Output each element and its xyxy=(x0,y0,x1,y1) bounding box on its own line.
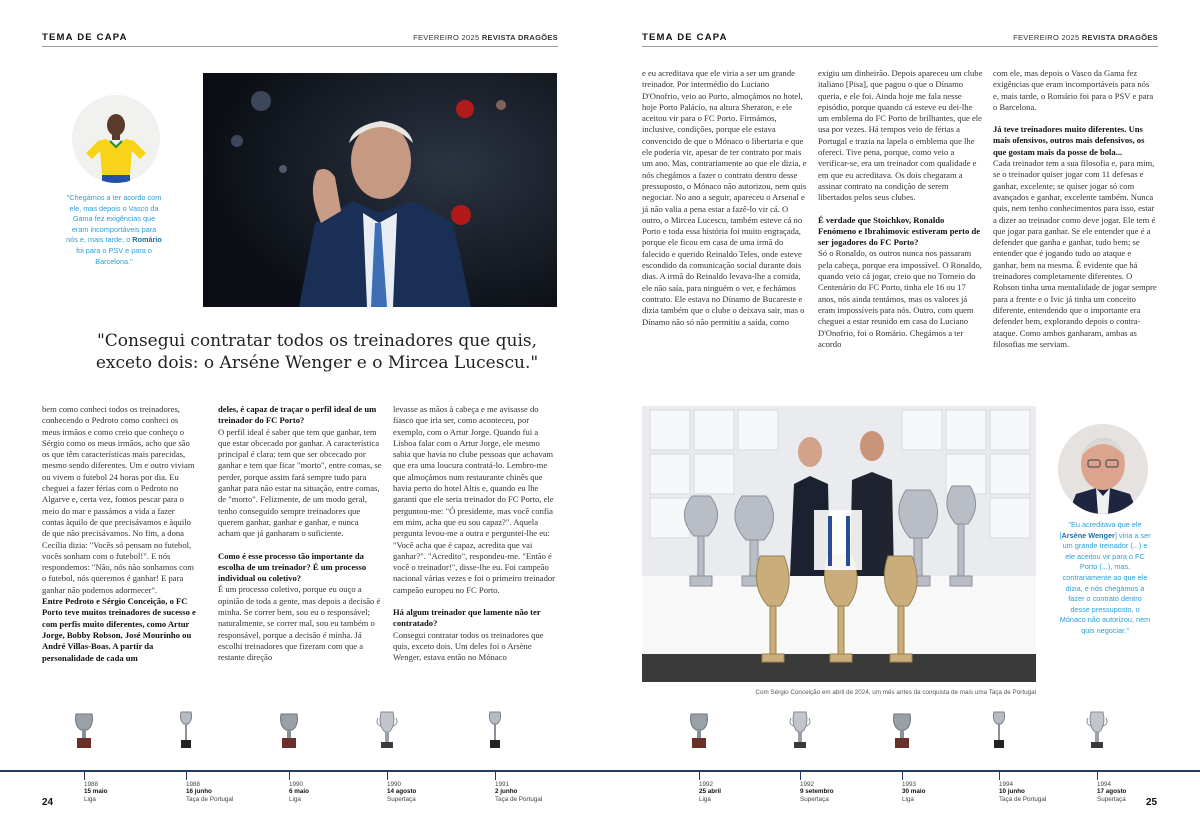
timeline-competition: Taça de Portugal xyxy=(999,795,1047,803)
trophy-icon xyxy=(484,710,506,755)
timeline-tick xyxy=(800,772,801,780)
timeline-entry xyxy=(186,781,233,803)
timeline-entry xyxy=(699,781,721,803)
page-number-right: 25 xyxy=(1146,797,1158,808)
trophy-icon xyxy=(376,710,398,755)
timeline-year: 1988 xyxy=(186,781,201,788)
timeline-entry xyxy=(902,781,925,803)
left-column-3: levasse as mãos à cabeça e me avisasse do fiasco que iria ser, como aconteceu, por exemplo, com o Artur Jorge. Quando fui a Lisboa falar com o Artur Jorge, ele mesmo sabia que havia no clube pessoas que achavam que era uma loucura contratá-lo. Lembro-me que almoçámos num restaurante chinês que havia perto do hotel Altis e, quando eu lhe garanti que ele seria treinador do FC Porto, ele perguntou-me: "Ó presidente, mas você confia em mim, acha que eu sou capaz?". Aquela pergunta levou-me a outra e perguntei-lhe eu: "Você acha que é capaz, acredita que vai ganhar?". "Acredito", respondeu-me. "Então é você o treinador!", disse-lhe eu. Foi campeão nacional várias vezes e foi o primeiro treinador campeão europeu no FC Porto. Há algum treinador que lamente não ter contratado? Consegui contratar todos os treinadores que quis, exceto dois. Um deles foi o Arsène Wenger, estava então no Mónaco xyxy=(393,404,556,663)
timeline-entry xyxy=(1097,781,1126,803)
left-column-1: bem como conheci todos os treinadores, conhecendo o Pedroto como conheci os meus irmãos e como creio que conheço o Sérgio como os meus irmãos, acho que são os que têm características mais parecidas, mesmo sendo diferentes. Um e outro viviam ou vivem o futebol 24 horas por dia. Eu cheguei a fazer férias com o Pedroto no Algarve e, certa vez, fomos pescar para o meio do mar e passámos a vida a fazer contas àquilo de que precisávamos e àquilo de que não precisávamos. No fim, a dona Cecília dizia: "Vocês só pensam no futebol, vocês sonham com o futebol!". E nós respondemos: "Não, nós não sonhamos com o futebol, nós queremos é ganhar! E para ganhar não podemos adormecer". Entre Pedroto e Sérgio Conceição, o FC Porto teve muitos treinadores de sucesso e com perfis muito diferentes, como Artur Jorge, Bobby Robson, José Mourinho ou André Villas-Boas. A partir da personalidade de cada um xyxy=(42,404,196,663)
timeline-entry xyxy=(84,781,107,803)
wenger-quote: "Eu acreditava que ele [Arsène Wenger] viria a ser um grande treinador (...) e ele aceitou vir para o FC Porto (...), mas, contrariamente ao que ele dizia, e nós chegámos a fazer o contrato dentro desse pressuposto, o Mónaco não autorizou, nem quis negociar." xyxy=(1059,520,1151,635)
trophies-photo xyxy=(642,406,1036,682)
timeline-year: 1988 xyxy=(84,781,99,788)
timeline-entry xyxy=(289,781,309,803)
timeline-year: 1994 xyxy=(1097,781,1112,788)
timeline-entry xyxy=(495,781,542,803)
right-column-3: com ele, mas depois o Vasco da Gama fez exigências que eram incomportáveis para nós e, mais tarde, o Romário foi para o PSV e para o Barcelona. Já teve treinadores muito diferentes. Uns mais ofensivos, outros mais defensivos, os que gostam mais da posse de bola... Cada treinador tem a sua filosofia e, para mim, se o treinador quiser jogar com 11 defesas e ganhar, excelente; se quiser jogar só com avançados e ganhar, excelente também. Nunca quis, nem tenho conhecimentos para isso, estar a dizer ao treinador como deve jogar. Ele tem é que jogar para ganhar. Se ele entender que é a defender que ganha e ganhar, tudo bem; se entender que é jogando tudo ao ataque e ganhar, bem na mesma. É evidente que há treinadores completamente diferentes. O Robson tinha uma mentalidade de jogar sempre para a frente e o Ivic já tinha um conceito diferente, entendendo que o importante era defender bem, explorando depois o contra-ataque. Como ambos ganharam, ambas as filosofias me serviam. xyxy=(993,68,1157,349)
timeline-tick xyxy=(902,772,903,780)
timeline-tick xyxy=(289,772,290,780)
page-number-left: 24 xyxy=(42,797,54,808)
timeline-entry xyxy=(387,781,416,803)
trophy-icon xyxy=(789,710,811,755)
timeline-tick xyxy=(84,772,85,780)
right-page-header xyxy=(642,32,1158,46)
left-page-header xyxy=(42,32,558,46)
right-column-1: e eu acreditava que ele viria a ser um grande treinador. Por intermédio do Luciano D'Onofrio, veio ao Porto, almoçámos no hotel, hoje Porto Palácio, na altura Sheraton, e ele aceitou vir para o FC Porto. Firmámos, inclusive, condições, porque ele estava convencido de que o Mónaco o libertaria e que ele poderia vir, apesar de ter contrato por mais um ano. Mas, contrariamente ao que ele dizia, e nós chegámos a fazer o contrato dentro desse pressuposto, o Mónaco não autorizou, nem quis negociar. No ano a seguir, apareceu o Arsenal e já não valia a pena estar a fazê-lo vir cá. O outro, o Mircea Lucescu, também esteve cá no Porto e toda essa história foi muito engraçada, porque ele ficou em casa de uma irmã do falecido e querido Reinaldo Teles, onde esteve escondido da comunicação social durante dois dias. A irmã do Reinaldo levava-lhe a comida, ele não saía, para ninguém o ver, e fechámos contrato. Ele estava no Dínamo de Bucareste e dizia também que o clube o deixava sair, mas o Dínamo não só não permitiu a saída, como xyxy=(642,68,807,327)
timeline-competition: Supertaça xyxy=(387,795,416,803)
timeline-tick xyxy=(387,772,388,780)
left-column-2: deles, é capaz de traçar o perfil ideal de um treinador do FC Porto? O perfil ideal é saber que tem que ganhar, tem que estar obcecado por ganhar. A característica principal é clara: tem que ser obcecado por ganhar e tem que ficar "morto", entre comas, se perder, porque assim fará sempre tudo para ganhar para não estar na situação, entre comas, de "morto". Felizmente, de um modo geral, tenho conseguido sempre treinadores que querem ganhar, ganhar e ganhar, e nunca acham que já ganharam o suficiente. Como é esse processo tão importante da escolha de um treinador? É um processo individual ou coletivo? É um processo coletivo, porque eu ouço a opinião de toda a gente, mas depois a decisão é minha. Se correr bem, sou eu o responsável; naturalmente, se correr mal, sou eu também o responsável, porque a decisão é minha. Já escolhi treinadores que fizeram com que a restante direção xyxy=(218,404,382,663)
timeline-year: 1994 xyxy=(999,781,1014,788)
timeline-date: 17 agosto xyxy=(1097,788,1127,796)
section-title: TEMA DE CAPA xyxy=(642,32,728,43)
timeline-year: 1991 xyxy=(495,781,510,788)
timeline-tick xyxy=(495,772,496,780)
timeline-year: 1992 xyxy=(699,781,714,788)
timeline-competition: Taça de Portugal xyxy=(495,795,543,803)
timeline-date: 9 setembro xyxy=(800,788,834,796)
timeline-tick xyxy=(699,772,700,780)
romario-photo xyxy=(72,95,160,183)
trophy-icon xyxy=(891,710,913,755)
trophy-icon xyxy=(688,710,710,755)
pinto-da-costa-photo xyxy=(203,73,557,307)
timeline-competition: Liga xyxy=(699,795,711,803)
timeline-tick xyxy=(1097,772,1098,780)
trophy-icon xyxy=(278,710,300,755)
trophy-icon xyxy=(988,710,1010,755)
timeline-competition: Supertaça xyxy=(800,795,829,803)
photo-caption: Com Sérgio Conceição em abril de 2024, um mês antes da conquista de mais uma Taça de Portugal xyxy=(755,689,1036,696)
romario-quote: "Chegámos a ter acordo com ele, mas depois o Vasco da Gama fez exigências que eram incomportáveis para nós e, mais tarde, o Romário foi para o PSV e para o Barcelona." xyxy=(66,193,162,266)
issue-label: FEVEREIRO 2025 REVISTA DRAGÕES xyxy=(413,33,558,42)
timeline-date: 6 maio xyxy=(289,788,309,796)
timeline-entry xyxy=(800,781,834,803)
timeline-date: 16 junho xyxy=(186,788,212,796)
pull-quote: "Consegui contratar todos os treinadores que quis, exceto dois: o Arséne Wenger e o Mircea Lucescu." xyxy=(95,331,539,373)
trophy-timeline xyxy=(0,770,1200,772)
trophy-icon xyxy=(1086,710,1108,755)
trophy-icon xyxy=(175,710,197,755)
timeline-competition: Liga xyxy=(289,795,301,803)
timeline-competition: Liga xyxy=(84,795,96,803)
timeline-year: 1990 xyxy=(289,781,304,788)
timeline-competition: Supertaça xyxy=(1097,795,1126,803)
timeline-competition: Liga xyxy=(902,795,914,803)
timeline-date: 30 maio xyxy=(902,788,926,796)
timeline-year: 1993 xyxy=(902,781,917,788)
timeline-date: 10 junho xyxy=(999,788,1025,796)
timeline-date: 25 abril xyxy=(699,788,722,796)
timeline-tick xyxy=(999,772,1000,780)
timeline-tick xyxy=(186,772,187,780)
timeline-competition: Taça de Portugal xyxy=(186,795,234,803)
wenger-photo xyxy=(1058,424,1148,514)
right-column-2: exigiu um dinheirão. Depois apareceu um clube italiano [Pisa], que pagou o que o Dínamo queria, e ele foi. Ainda hoje me fala nesse episódio, porque quando cá esteve eu dei-lhe um emblema do FC Porto de brilhantes, que ele usa por vezes. Há tempos veio de férias a Portugal e trazia na lapela o emblema que lhe ofereci. Tive pena, porque, como veio a verificar-se, era um treinador com qualidade e em que eu acreditava. Os dois chegaram a assinar contrato na condição de serem libertados pelos seus clubes. É verdade que Stoichkov, Ronaldo Fenómeno e Ibrahimovic estiveram perto de ser jogadores do FC Porto? Só o Ronaldo, os outros nunca nos passaram pela cabeça, porque era impossível. O Ronaldo, quando veio cá jogar, creio que no Torneio do Centenário do FC Porto, tinha ele 16 ou 17 anos, nós ainda tentámos, mas os valores já eram impossíveis para nós. Outro, com quem cheguei a estar reunido em casa do Luciano D'Onofrio, foi o Romário. Chegámos a ter acordo xyxy=(818,68,983,349)
timeline-year: 1992 xyxy=(800,781,815,788)
issue-label: FEVEREIRO 2025 REVISTA DRAGÕES xyxy=(1013,33,1158,42)
trophy-icon xyxy=(73,710,95,755)
section-title: TEMA DE CAPA xyxy=(42,32,128,43)
timeline-date: 14 agosto xyxy=(387,788,417,796)
timeline-entry xyxy=(999,781,1046,803)
timeline-date: 2 junho xyxy=(495,788,518,796)
timeline-date: 15 maio xyxy=(84,788,108,796)
timeline-year: 1990 xyxy=(387,781,402,788)
